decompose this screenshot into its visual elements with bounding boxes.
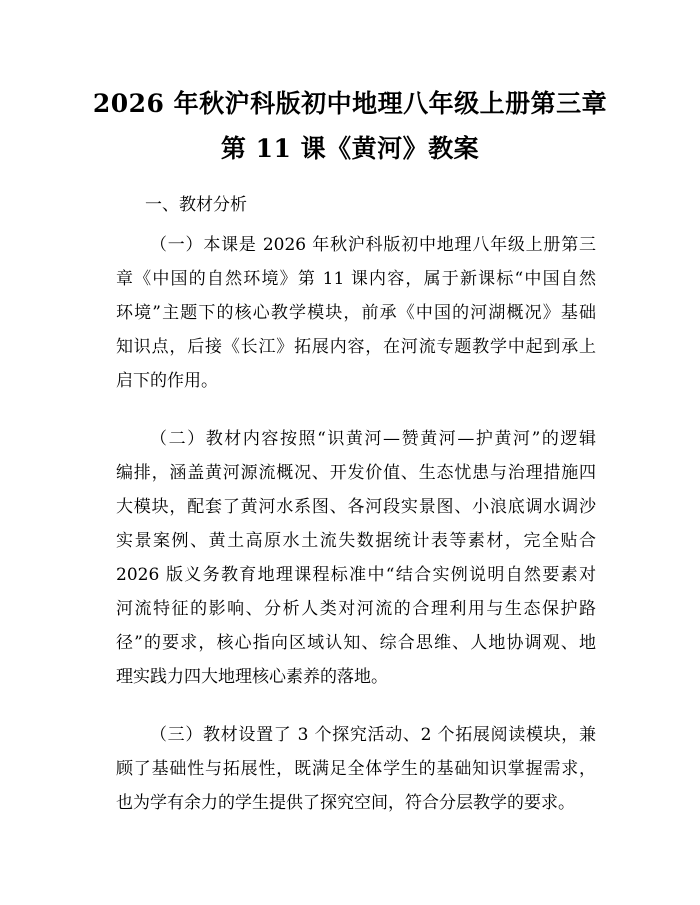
paragraph-1 bbox=[116, 228, 596, 398]
paragraph-line: （二）教材内容按照“识黄河—赞黄河—护黄河”的逻辑 bbox=[150, 429, 596, 449]
paragraph-line: 环境”主题下的核心教学模块，前承《中国的河湖概况》基础 bbox=[116, 303, 596, 323]
paragraph-line: 径”的要求，核心指向区域认知、综合思维、人地协调观、地 bbox=[116, 633, 596, 653]
paragraph-line: 也为学有余力的学生提供了探究空间，符合分层教学的要求。 bbox=[116, 793, 575, 813]
paragraph-line: 实景案例、黄土高原水土流失数据统计表等素材，完全贴合 bbox=[116, 531, 596, 551]
paragraph-line: 大模块，配套了黄河水系图、各河段实景图、小浪底调水调沙 bbox=[116, 497, 596, 517]
document-title-line-2: 第 11 课《黄河》教案 bbox=[220, 134, 480, 163]
paragraph-line: （一）本课是 2026 年秋沪科版初中地理八年级上册第三 bbox=[150, 235, 596, 255]
paragraph-line: 2026 版义务教育地理课程标准中“结合实例说明自然要素对 bbox=[116, 565, 596, 585]
paragraph-2 bbox=[116, 422, 596, 694]
paragraph-3 bbox=[116, 718, 596, 820]
section-heading: 一、教材分析 bbox=[145, 195, 247, 215]
document-title-line-1: 2026 年秋沪科版初中地理八年级上册第三章 bbox=[92, 89, 608, 118]
paragraph-line: （三）教材设置了 3 个探究活动、2 个拓展阅读模块，兼 bbox=[150, 725, 596, 745]
paragraph-line: 知识点，后接《长江》拓展内容，在河流专题教学中起到承上 bbox=[116, 337, 596, 357]
paragraph-line: 河流特征的影响、分析人类对河流的合理利用与生态保护路 bbox=[116, 599, 596, 619]
paragraph-line: 顾了基础性与拓展性，既满足全体学生的基础知识掌握需求， bbox=[116, 759, 596, 779]
paragraph-line: 章《中国的自然环境》第 11 课内容，属于新课标“中国自然 bbox=[116, 269, 596, 289]
paragraph-line: 编排，涵盖黄河源流概况、开发价值、生态忧患与治理措施四 bbox=[116, 463, 596, 483]
paragraph-line: 理实践力四大地理核心素养的落地。 bbox=[116, 667, 388, 687]
paragraph-line: 启下的作用。 bbox=[116, 371, 218, 391]
